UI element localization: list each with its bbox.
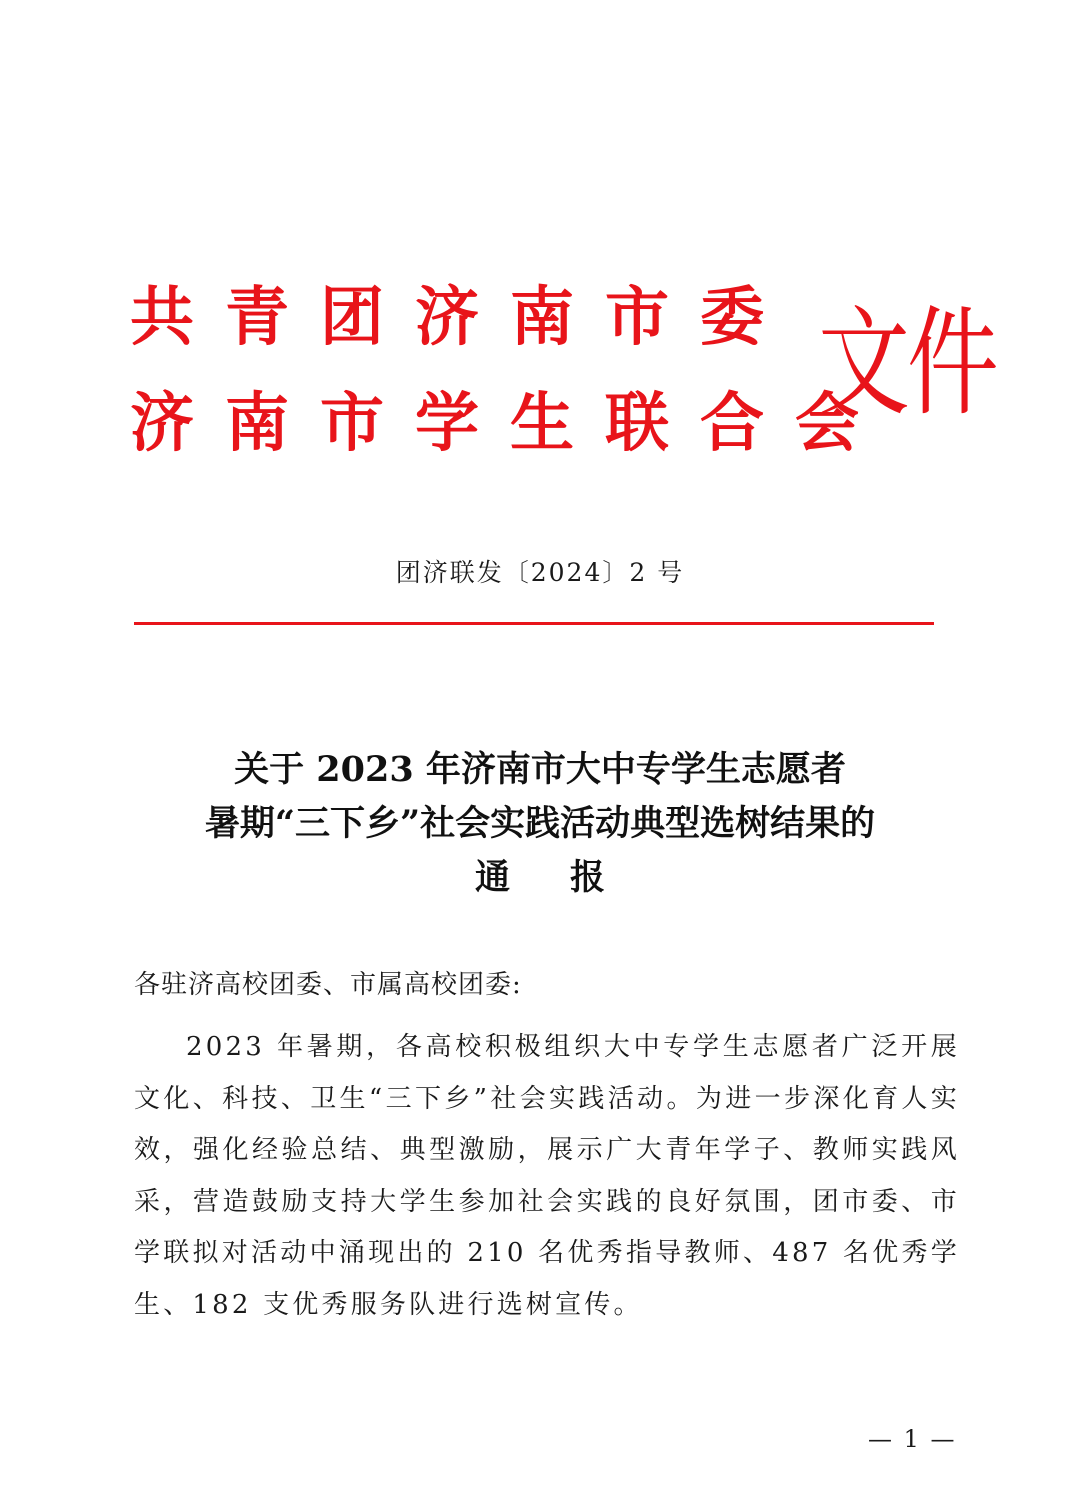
letterhead	[130, 280, 996, 480]
salutation: 各驻济高校团委、市属高校团委:	[134, 970, 522, 1000]
body-paragraph: 2023 年暑期，各高校积极组织大中专学生志愿者广泛开展文化、科技、卫生“三下乡”社会实践活动。为进一步深化育人实效，强化经验总结、典型激励，展示广大青年学子、教师实践风采，营造鼓励支持大学生参加社会实践的良好氛围，团市委、市学联拟对活动中涌现出的 210 名优秀指导教师、487 名优秀学生、182 支优秀服务队进行选树宣传。	[134, 1032, 960, 1320]
title-line-2: 暑期“三下乡”社会实践活动典型选树结果的	[204, 803, 876, 844]
page-number: — 1 —	[868, 1425, 957, 1453]
title-line-3: 通报	[474, 857, 665, 898]
document-type-label: 文件	[818, 294, 996, 432]
document-number: 团济联发〔2024〕2 号	[395, 558, 685, 587]
red-divider	[134, 622, 934, 625]
title-line-1: 关于 2023 年济南市大中专学生志愿者	[234, 749, 846, 790]
issuing-org-line-1: 共青团济南市委	[130, 280, 795, 355]
issuing-org-line-2: 济南市学生联合会	[130, 386, 890, 461]
